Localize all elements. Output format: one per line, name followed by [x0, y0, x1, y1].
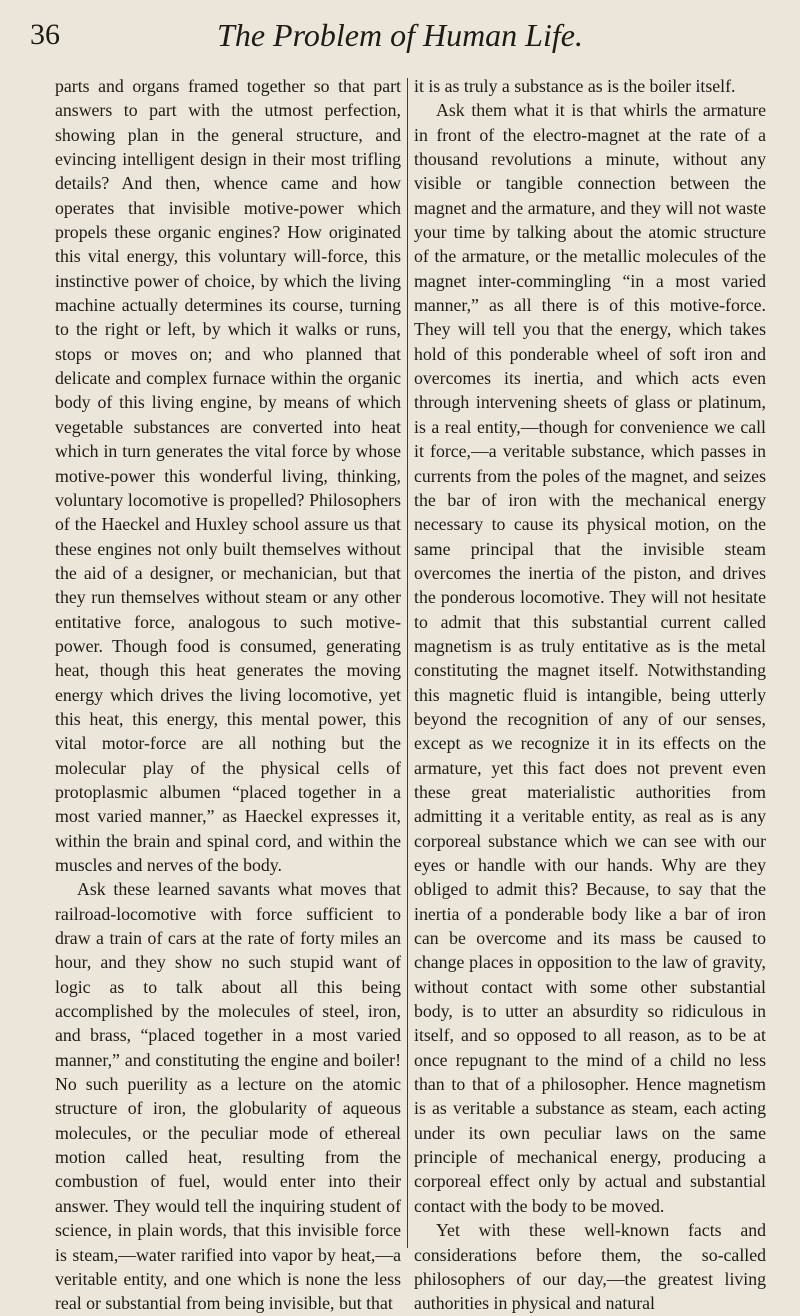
left-paragraph-1: parts and organs framed together so that part answers to part with the utmost perfection, showing plan in the general structure, and evincing intelligent design in their most trifling details? And then, whence came and how operates that invisible motive-power which propels these organic engines? How originated this vital energy, this voluntary will-force, this instinctive power of choice, by which the living machine actually determines its course, turning to the right or left, by which it walks or runs, stops or moves on; and who planned that delicate and complex furnace within the organic body of this living engine, by means of which vegetable substances are converted into heat which in turn generates the vital force by whose motive-power this wonderful living, thinking, voluntary locomotive is propelled? Philosophers of the Haeckel and Huxley school assure us that these engines not only built themselves without the aid of a designer, or mechanician, but that they run themselves without steam or any other entitative force, analogous to such motive-power. Though food is consumed, generating heat, though this heat generates the moving energy which drives the living locomotive, yet this heat, this energy, this mental power, this vital motor-force are all nothing but the molecular play of the physical cells of protoplasmic albumen “placed together in a most varied manner,” as Haeckel expresses it, within the brain and spinal cord, and within the muscles and nerves of the body.	[55, 76, 401, 875]
left-paragraph-2: Ask these learned savants what moves that railroad-locomotive with force sufficient to draw a train of cars at the rate of forty miles an hour, and they show no such stupid want of logic as to talk about all this being accomplished by the molecules of steel, iron, and brass, “placed together in a most varied manner,” and constituting the engine and boiler! No such puerility as a lecture on the atomic structure of iron, the globularity of aqueous molecules, or the peculiar mode of ethereal motion called heat, resulting from the combustion of fuel, would enter into their answer. They would tell the inquiring student of science, in plain words, that this invisible force is steam,—water rarified into vapor by heat,—a veritable entity, and one which is none the less real or substantial from being invisible, but that	[55, 879, 401, 1314]
right-paragraph-3: Yet with these well-known facts and considerations before them, the so-called philosophers of our day,—the greatest living authorities in physical and natural	[414, 1220, 766, 1314]
page-number: 36	[30, 18, 60, 51]
left-column	[55, 74, 401, 1314]
right-paragraph-2: Ask them what it is that whirls the armature in front of the electro-magnet at the rate of a thousand revolutions a minute, without any visible or tangible connection between the magnet and the armature, and they will not waste your time by talking about the atomic structure of the armature, or the metallic molecules of the magnet inter-commingling “in a most varied manner,” as all there is of this motive-force. They will tell you that the energy, which takes hold of this ponderable wheel of soft iron and overcomes its inertia, and which acts even through intervening sheets of glass or platinum, is a real entity,—though for convenience we call it force,—a veritable substance, which passes in currents from the poles of the magnet, and seizes the bar of iron with the mechanical energy necessary to cause its physical motion, on the same principal that the invisible steam overcomes the inertia of the piston, and drives the ponderous locomotive. They will not hesitate to admit that this substantial current called magnetism is as truly entitative as is the metal constituting the magnet itself. Notwithstanding this magnetic fluid is intangible, being utterly beyond the recognition of any of our senses, except as we recognize it in its effects on the armature, yet this fact does not prevent even these great materialistic authorities from admitting it a veritable entity, as real as is any corporeal substance which we can see with our eyes or handle with our hands. Why are they obliged to admit this? Because, to say that the inertia of a ponderable body like a bar of iron can be overcome and its mass be caused to change places in opposition to the law of gravity, without contact with some other substantial body, is to utter an absurdity so ridiculous in itself, and so opposed to all reason, as to be at once repugnant to the mind of a child no less than to that of a philosopher. Hence magnetism is as veritable a substance as steam, each acting under its own peculiar laws on the same principle of mechanical energy, producing a corporeal effect only by actual and substantial contact with the body to be moved.	[414, 100, 766, 1216]
right-paragraph-1: it is as truly a substance as is the boiler itself.	[414, 76, 736, 96]
column-divider	[407, 78, 408, 1248]
right-column	[414, 74, 766, 1314]
running-title: The Problem of Human Life.	[217, 17, 583, 53]
